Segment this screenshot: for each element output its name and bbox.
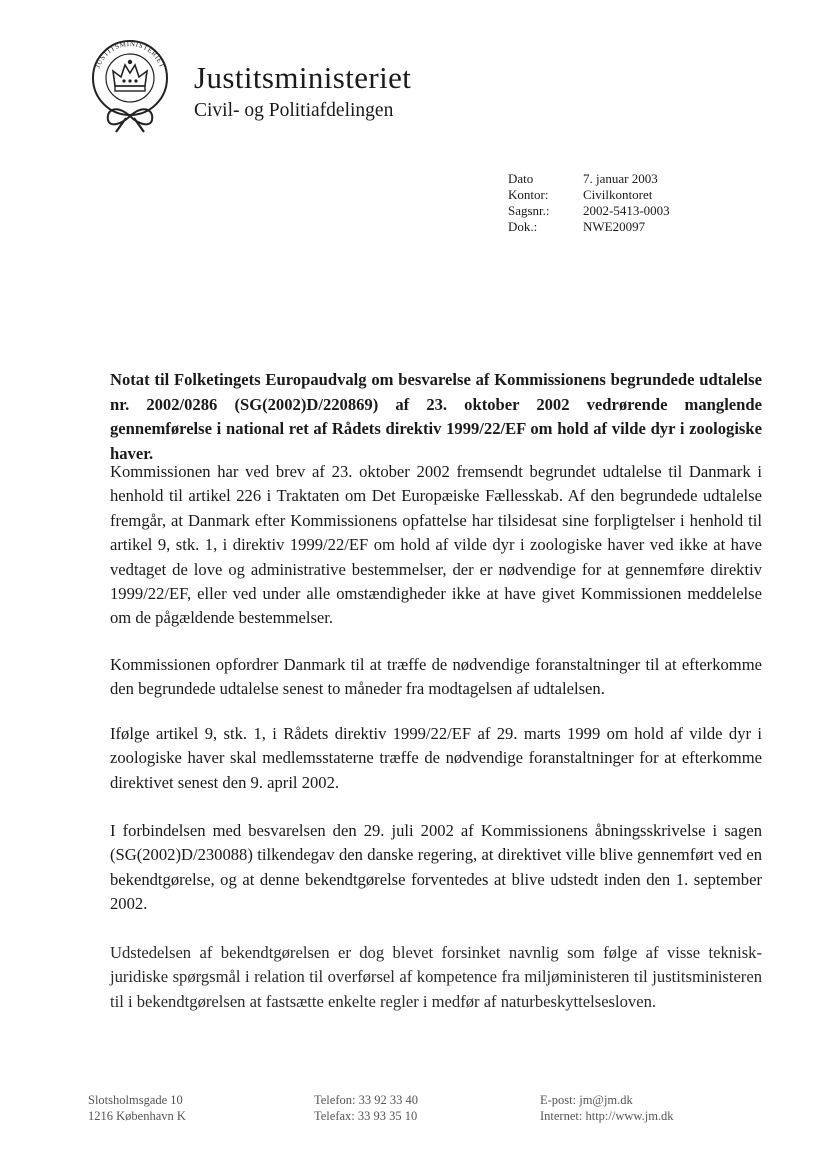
meta-value: NWE20097: [583, 219, 646, 234]
meta-label: Dato: [508, 171, 534, 186]
footer-line: Telefon: 33 92 33 40: [314, 1093, 418, 1107]
seal-text: JUSTITSMINISTERIET: [93, 39, 167, 70]
meta-label: Sagsnr.:: [508, 203, 550, 218]
svg-text:JUSTITSMINISTERIET: [94, 40, 167, 70]
body-paragraph: Ifølge artikel 9, stk. 1, i Rådets direktiv 1999/22/EF af 29. marts 1999 om hold af vilde dyr i zoologiske haver skal medlemsstaterne træffe de nødvendige foranstaltninger for at efterkomme direktivet senest den 9. april 2002.: [110, 724, 762, 792]
meta-row-case-number: [508, 203, 670, 219]
footer-phone: [314, 1092, 418, 1124]
document-meta: [508, 171, 670, 235]
footer-online: [540, 1092, 674, 1124]
meta-row-document: [508, 219, 670, 235]
footer-email: E-post: jm@jm.dk: [540, 1093, 633, 1107]
meta-value: 7. januar 2003: [583, 171, 658, 186]
footer-address: [88, 1092, 186, 1124]
body-paragraph: Udstedelsen af bekendtgørelsen er dog blevet forsinket navnlig som følge af visse teknisk-juridiske spørgsmål i relation til overførsel af kompetence fra miljøministeren til justitsministeren til i bekendtgørelsen at fastsætte enkelte regler i medfør af naturbeskyttelsesloven.: [110, 943, 762, 1011]
meta-row-office: [508, 187, 670, 203]
body-paragraph: I forbindelsen med besvarelsen den 29. juli 2002 af Kommissionens åbningsskrivelse i sagen (SG(2002)D/230088) tilkendegav den danske regering, at direktivet ville blive gennemført ved en bekendtgørelse, og at denne bekendtgørelse forventedes at blive udstedt inden den 1. september 2002.: [110, 821, 762, 914]
meta-row-date: [508, 171, 670, 187]
ministry-seal-icon: [86, 38, 174, 134]
department-name: Civil- og Politiafdelingen: [194, 100, 394, 121]
meta-label: Dok.:: [508, 219, 538, 234]
footer-line: Slotsholmsgade 10: [88, 1093, 183, 1107]
meta-value: Civilkontoret: [583, 187, 653, 202]
footer-line: 1216 København K: [88, 1109, 186, 1123]
meta-label: Kontor:: [508, 187, 549, 202]
footer-website: Internet: http://www.jm.dk: [540, 1109, 674, 1123]
meta-value: 2002-5413-0003: [583, 203, 670, 218]
document-title: Notat til Folketingets Europaudvalg om besvarelse af Kommissionens begrundede udtalelse nr. 2002/0286 (SG(2002)D/220869) af 23. oktober 2002 vedrørende manglende gennemførelse i national ret af Rådets direktiv 1999/22/EF om hold af vilde dyr i zoologiske haver.: [110, 370, 762, 463]
body-paragraph: Kommissionen opfordrer Danmark til at træffe de nødvendige foranstaltninger til at efterkomme den begrundede udtalelse senest to måneder fra modtagelsen af udtalelsen.: [110, 655, 762, 699]
footer-line: Telefax: 33 93 35 10: [314, 1109, 418, 1123]
body-paragraph: Kommissionen har ved brev af 23. oktober 2002 fremsendt begrundet udtalelse til Danmark i henhold til artikel 226 i Traktaten om Det Europæiske Fællesskab. Af den begrundede udtalelse fremgår, at Danmark efter Kommissionens opfattelse har tilsidesat sine forpligtelser i henhold til artikel 9, stk. 1, i direktiv 1999/22/EF om hold af vilde dyr i zoologiske haver ved ikke at have vedtaget de love og administrative bestemmelser, der er nødvendige for at gennemføre direktiv 1999/22/EF, eller ved under alle omstændigheder ikke at have givet Kommissionen meddelelse om de pågældende bestemmelser.: [110, 462, 762, 628]
ministry-name: Justitsministeriet: [194, 60, 412, 95]
